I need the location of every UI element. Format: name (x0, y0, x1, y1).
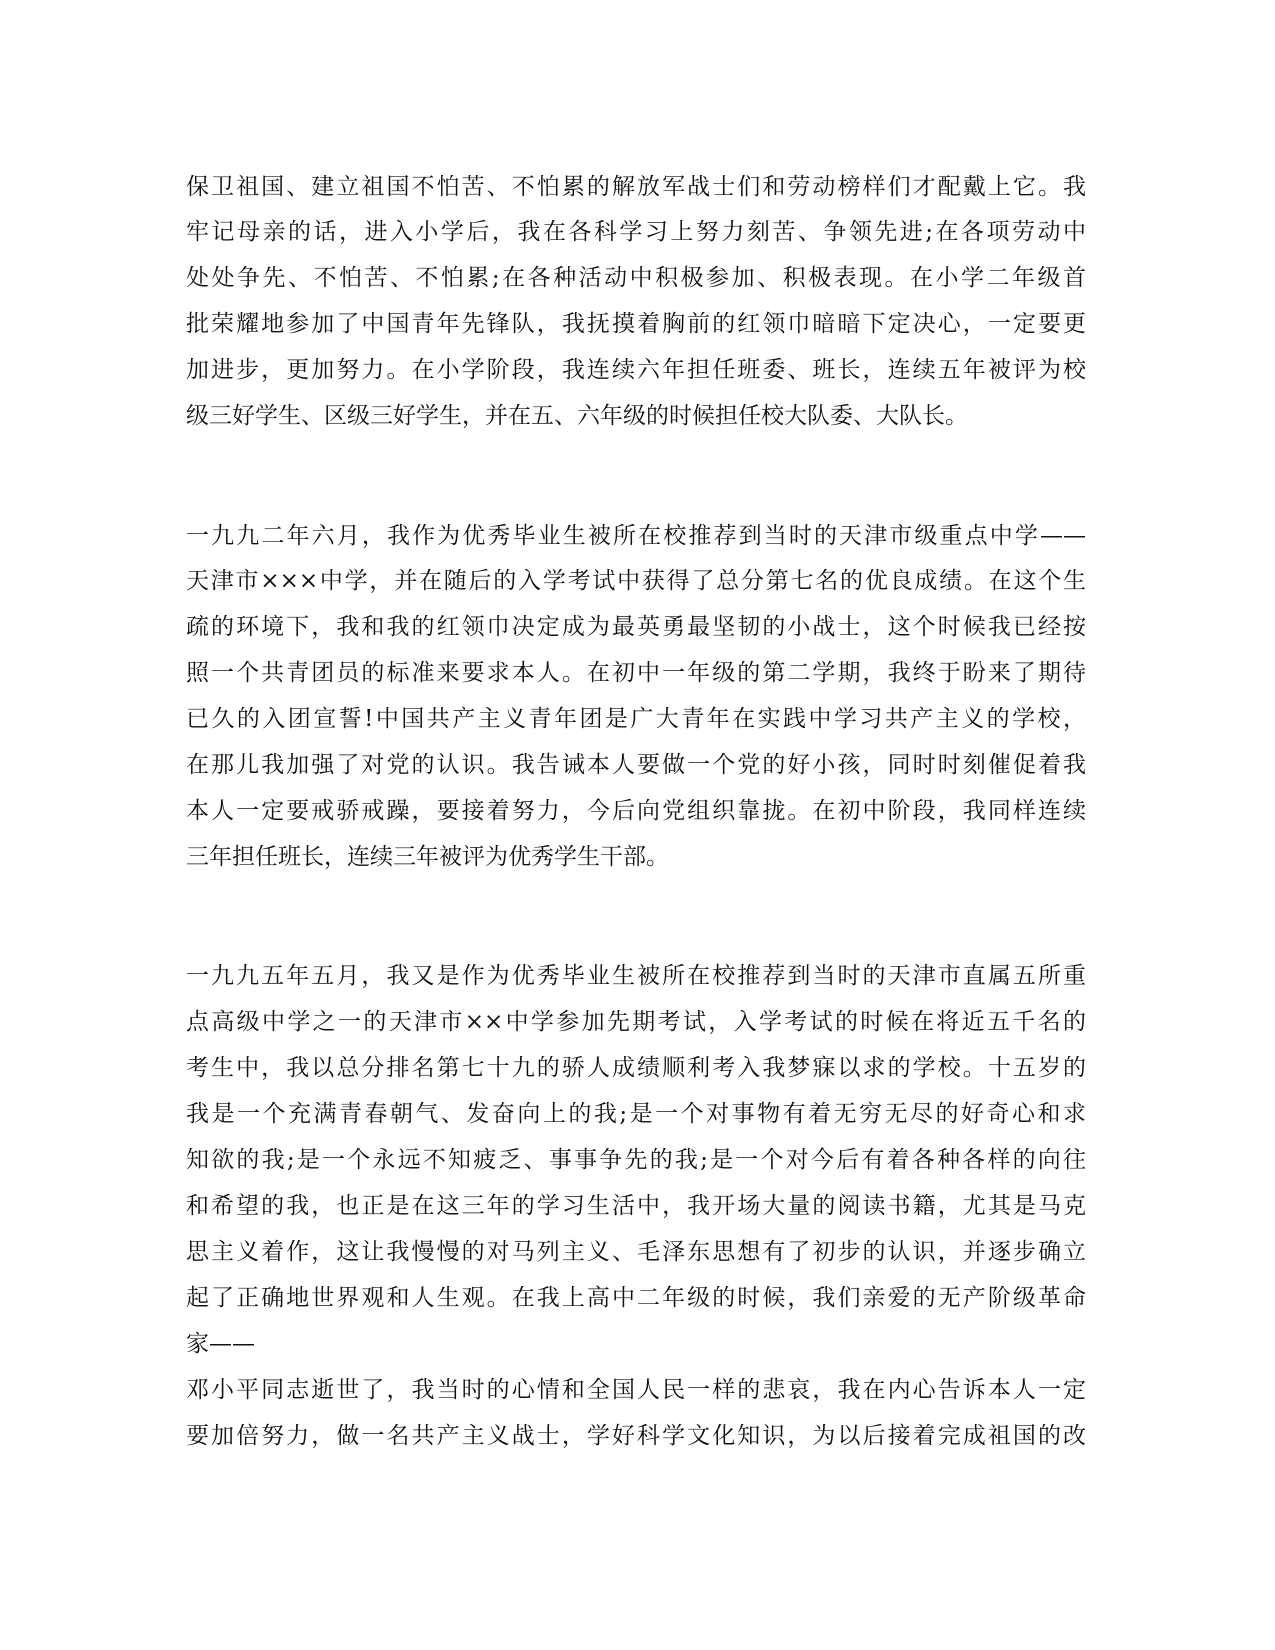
text-line: 要加倍努力，做一名共产主义战士，学好科学文化知识，为以后接着完成祖国的改 (186, 1423, 1086, 1449)
text-line: 起了正确地世界观和人生观。在我上高中二年级的时候，我们亲爱的无产阶级革命 (186, 1285, 1086, 1311)
text-line: 级三好学生、区级三好学生，并在五、六年级的时候担任校大队委、大队长。 (186, 403, 968, 429)
text-line: 一九九五年五月，我又是作为优秀毕业生被所在校推荐到当时的天津市直属五所重 (186, 963, 1086, 989)
text-line: 我是一个充满青春朝气、发奋向上的我;是一个对事物有着无穷无尽的好奇心和求 (186, 1101, 1086, 1127)
text-line: 批荣耀地参加了中国青年先锋队，我抚摸着胸前的红领巾暗暗下定决心，一定要更 (186, 311, 1086, 337)
text-line: 处处争先、不怕苦、不怕累;在各种活动中积极参加、积极表现。在小学二年级首 (186, 265, 1086, 291)
text-line: 一九九二年六月，我作为优秀毕业生被所在校推荐到当时的天津市级重点中学—— (186, 523, 1086, 549)
text-line: 思主义着作，这让我慢慢的对马列主义、毛泽东思想有了初步的认识，并逐步确立 (186, 1239, 1086, 1265)
text-line: 三年担任班长，连续三年被评为优秀学生干部。 (186, 844, 669, 870)
text-line: 知欲的我;是一个永远不知疲乏、事事争先的我;是一个对今后有着各种各样的向往 (186, 1147, 1086, 1173)
text-line: 本人一定要戒骄戒躁，要接着努力，今后向党组织靠拢。在初中阶段，我同样连续 (186, 798, 1086, 824)
text-line: 在那儿我加强了对党的认识。我告诫本人要做一个党的好小孩，同时时刻催促着我 (186, 752, 1086, 778)
text-line: 家—— (186, 1331, 255, 1357)
text-line: 牢记母亲的话，进入小学后，我在各科学习上努力刻苦、争领先进;在各项劳动中 (186, 219, 1086, 245)
text-line: 疏的环境下，我和我的红领巾决定成为最英勇最坚韧的小战士，这个时候我已经按 (186, 614, 1086, 640)
text-line: 加进步，更加努力。在小学阶段，我连续六年担任班委、班长，连续五年被评为校 (186, 357, 1086, 383)
text-line: 已久的入团宣誓!中国共产主义青年团是广大青年在实践中学习共产主义的学校， (186, 706, 1086, 732)
text-line: 和希望的我，也正是在这三年的学习生活中，我开场大量的阅读书籍，尤其是马克 (186, 1193, 1086, 1219)
text-line: 考生中，我以总分排名第七十九的骄人成绩顺利考入我梦寐以求的学校。十五岁的 (186, 1055, 1086, 1081)
text-line: 照一个共青团员的标准来要求本人。在初中一年级的第二学期，我终于盼来了期待 (186, 660, 1086, 686)
text-line: 点高级中学之一的天津市××中学参加先期考试，入学考试的时候在将近五千名的 (186, 1009, 1086, 1035)
text-line: 邓小平同志逝世了，我当时的心情和全国人民一样的悲哀，我在内心告诉本人一定 (186, 1377, 1086, 1403)
text-line: 保卫祖国、建立祖国不怕苦、不怕累的解放军战士们和劳动榜样们才配戴上它。我 (186, 174, 1086, 200)
text-line: 天津市×××中学，并在随后的入学考试中获得了总分第七名的优良成绩。在这个生 (186, 568, 1086, 594)
